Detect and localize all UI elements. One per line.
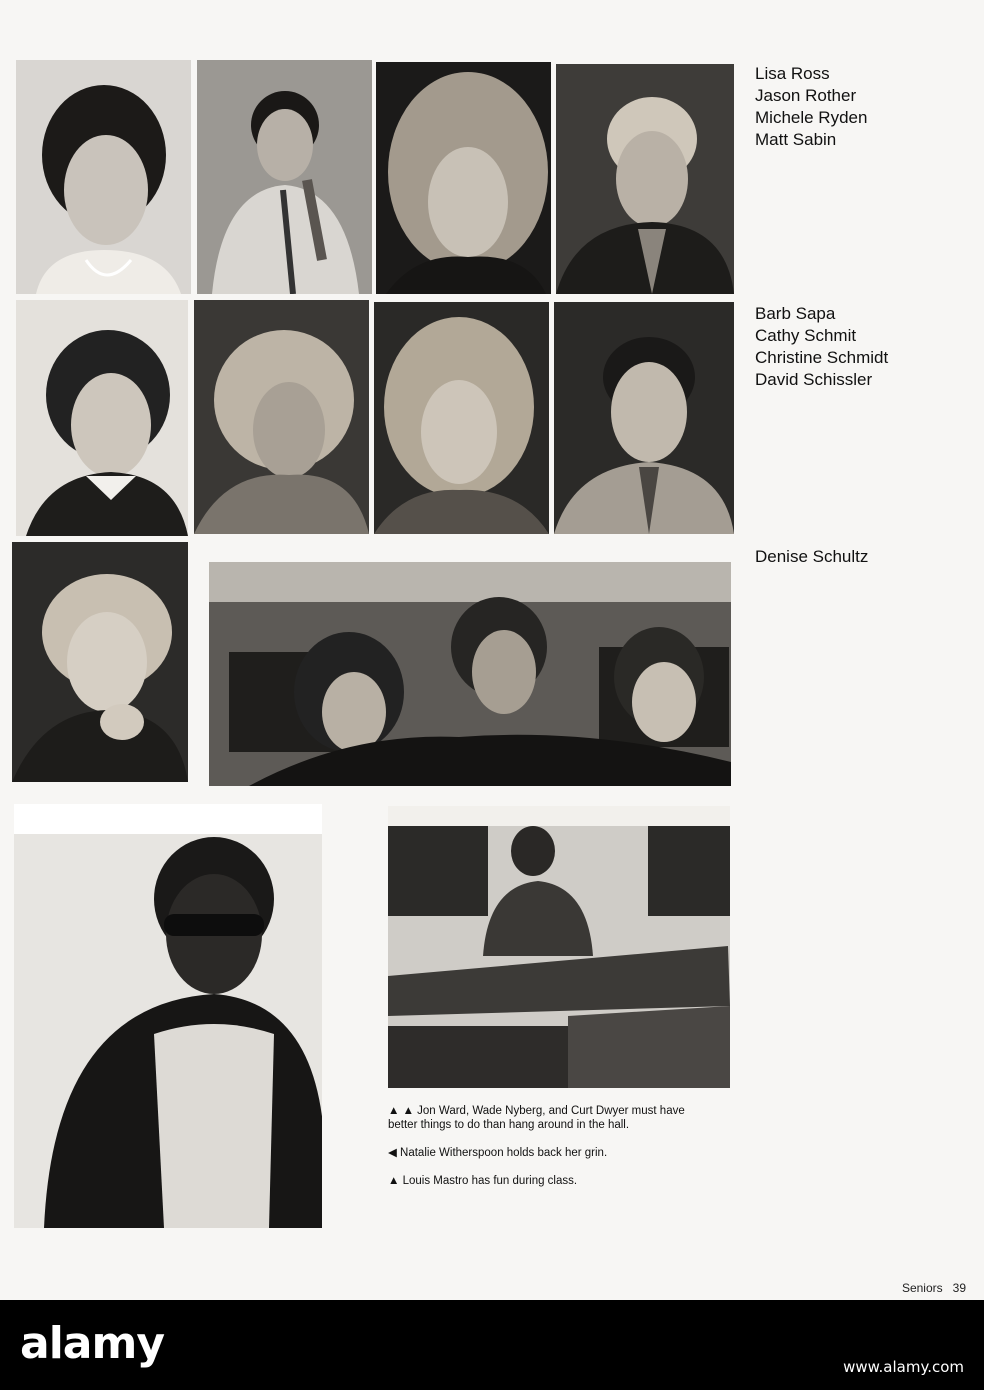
portrait-denise-schultz xyxy=(12,542,188,782)
portrait-christine-schmidt xyxy=(374,302,549,534)
portrait-michele-ryden xyxy=(376,62,551,294)
portrait-jason-rother xyxy=(197,60,372,294)
names-row-2 xyxy=(755,303,888,391)
student-name: Denise Schultz xyxy=(755,547,869,566)
stock-url: www.alamy.com xyxy=(843,1358,964,1376)
student-name: Jason Rother xyxy=(755,86,857,105)
caption-natalie: ◀ Natalie Witherspoon holds back her grin. xyxy=(388,1147,608,1159)
portrait-david-schissler xyxy=(554,302,734,534)
portrait-matt-sabin xyxy=(556,64,734,294)
student-name: Matt Sabin xyxy=(755,130,837,149)
watermark-banner xyxy=(0,1300,984,1390)
student-name: Barb Sapa xyxy=(755,304,836,323)
page-number: 39 xyxy=(952,1281,966,1295)
student-name: David Schissler xyxy=(755,370,873,389)
portrait-lisa-ross xyxy=(16,60,191,294)
stock-logo: alamy xyxy=(20,1318,164,1369)
caption-group-photo: ▲ ▲ Jon Ward, Wade Nyberg, and Curt Dwyer must have better things to do than hang around in the hall. xyxy=(388,1105,685,1131)
section-label: Seniors xyxy=(901,1281,943,1295)
portrait-cathy-schmit xyxy=(194,300,369,534)
student-name: Christine Schmidt xyxy=(755,348,889,367)
student-name: Michele Ryden xyxy=(755,108,868,127)
student-name: Cathy Schmit xyxy=(755,326,857,345)
portrait-barb-sapa xyxy=(16,300,188,536)
group-photo-hallway xyxy=(209,562,731,786)
student-name: Lisa Ross xyxy=(755,64,830,83)
candid-photo-natalie xyxy=(14,804,322,1228)
candid-photo-classroom xyxy=(388,806,730,1088)
names-row-1 xyxy=(755,63,867,151)
photo-captions xyxy=(388,1104,708,1202)
page-folio xyxy=(902,1281,966,1295)
caption-louis: ▲ Louis Mastro has fun during class. xyxy=(388,1175,578,1187)
names-row-3 xyxy=(755,546,868,568)
